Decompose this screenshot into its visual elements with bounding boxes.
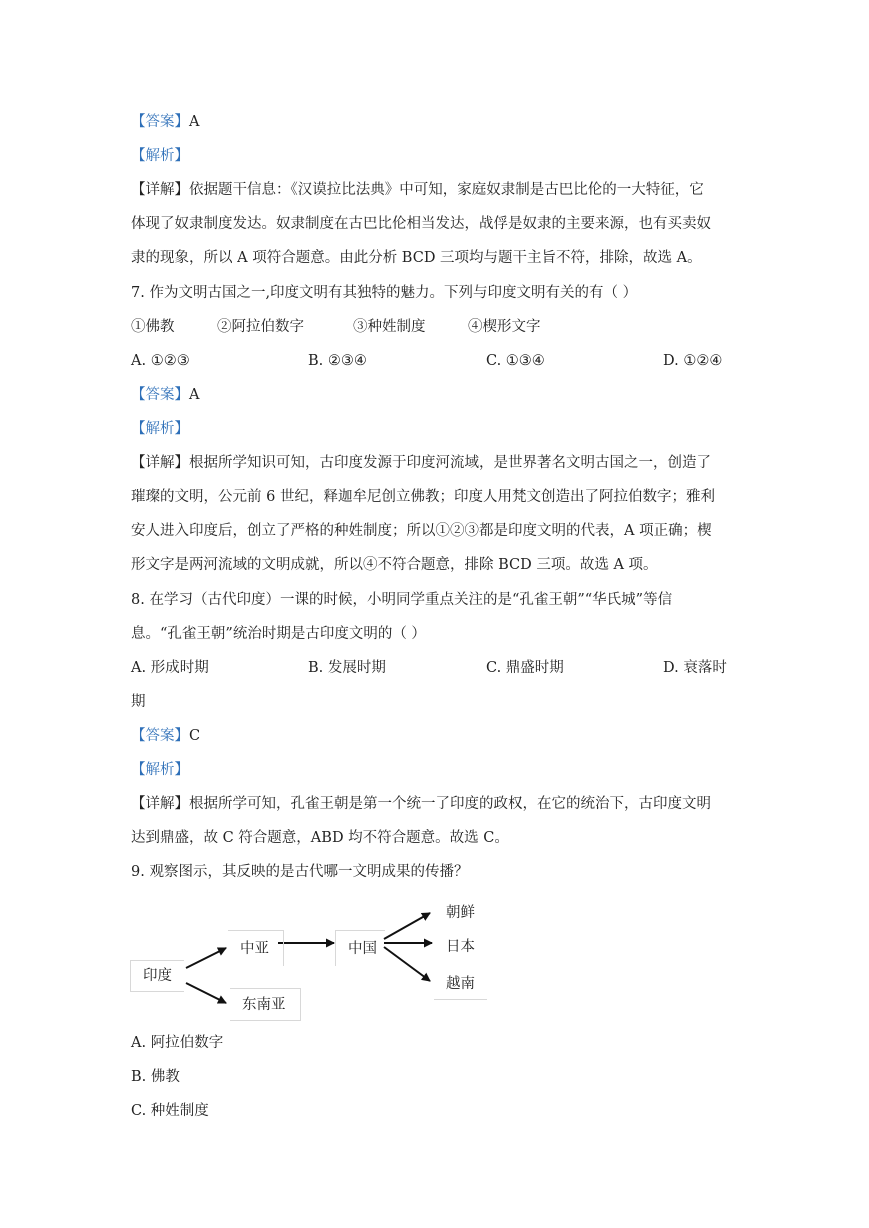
detail-text: 依据题干信息：《汉谟拉比法典》中可知，家庭奴隶制是古巴比伦的一大特征，它 [189, 182, 704, 198]
q7-item-2: ②阿拉伯数字 [217, 319, 304, 335]
q7-stem: 7. 作为文明古国之一,印度文明有其独特的魅力。下列与印度文明有关的有（ ） [131, 285, 638, 301]
q7-detail-line-4: 形文字是两河流域的文明成就，所以④不符合题意，排除 BCD 三项。故选 A 项。 [131, 557, 658, 573]
node-japan: 日本 [446, 939, 475, 955]
node-china: 中国 [335, 930, 385, 966]
answer-tag: 【答案】 [131, 114, 189, 130]
q7-analysis-tag: 【解析】 [131, 421, 189, 437]
q8-detail-line-2: 达到鼎盛，故 C 符合题意，ABD 均不符合题意。故选 C。 [131, 830, 509, 846]
q8-option-a: A. 形成时期 [131, 660, 209, 676]
answer-value: A [189, 114, 200, 130]
q7-item-3: ③种姓制度 [353, 319, 426, 335]
q7-option-b: B. ②③④ [308, 353, 367, 369]
detail-text: 根据所学可知，孔雀王朝是第一个统一了印度的政权，在它的统治下，古印度文明 [189, 796, 711, 812]
arrow-india-to-central-asia [186, 948, 226, 968]
q7-option-a: A. ①②③ [131, 353, 190, 369]
detail-text: 根据所学知识可知，古印度发源于印度河流域，是世界著名文明古国之一，创造了 [189, 455, 711, 471]
arrow-india-to-southeast-asia [186, 983, 226, 1003]
detail-tag: 【详解】 [131, 455, 189, 471]
q7-item-4: ④楔形文字 [468, 319, 541, 335]
answer-value: A [189, 387, 200, 403]
q8-option-c: C. 鼎盛时期 [486, 660, 564, 676]
q8-analysis-tag: 【解析】 [131, 762, 189, 778]
q6-analysis-tag: 【解析】 [131, 148, 189, 164]
q7-answer-line [131, 385, 199, 405]
detail-tag: 【详解】 [131, 796, 189, 812]
arrow-china-to-vietnam [384, 947, 430, 981]
q6-detail-line-1 [131, 180, 704, 200]
q8-answer-line [131, 726, 200, 746]
detail-tag: 【详解】 [131, 182, 189, 198]
q8-option-d: D. 衰落时 [663, 660, 727, 676]
q9-option-b: B. 佛教 [131, 1069, 180, 1085]
q8-stem-line-1: 8. 在学习（古代印度）一课的时候，小明同学重点关注的是“孔雀王朝”“华氏城”等信 [131, 592, 673, 608]
node-central-asia: 中亚 [228, 930, 284, 966]
q9-option-c: C. 种姓制度 [131, 1103, 209, 1119]
answer-tag: 【答案】 [131, 728, 189, 744]
arrow-china-to-korea [384, 913, 430, 939]
q6-detail-line-3: 隶的现象，所以 A 项符合题意。由此分析 BCD 三项均与题干主旨不符，排除，故选 A。 [131, 250, 702, 266]
q7-detail-line-3: 安人进入印度后，创立了严格的种姓制度；所以①②③都是印度文明的代表，A 项正确；楔 [131, 523, 712, 539]
answer-tag: 【答案】 [131, 387, 189, 403]
q7-detail-line-2: 璀璨的文明，公元前 6 世纪，释迦牟尼创立佛教；印度人用梵文创造出了阿拉伯数字；雅利 [131, 489, 715, 505]
q7-option-d: D. ①②④ [663, 353, 723, 369]
q8-option-b: B. 发展时期 [308, 660, 386, 676]
spread-diagram [128, 895, 498, 1025]
q8-option-wrap: 期 [131, 694, 146, 710]
node-vietnam: 越南 [434, 972, 487, 1000]
q8-detail-line-1 [131, 794, 711, 814]
q7-item-1: ①佛教 [131, 319, 175, 335]
node-india: 印度 [130, 960, 184, 992]
q7-option-c: C. ①③④ [486, 353, 545, 369]
node-korea: 朝鲜 [446, 905, 475, 921]
q9-stem: 9. 观察图示，其反映的是古代哪一文明成果的传播？ [131, 864, 469, 880]
q7-detail-line-1 [131, 453, 711, 473]
answer-value: C [189, 728, 201, 744]
q6-detail-line-2: 体现了奴隶制度发达。奴隶制度在古巴比伦相当发达，战俘是奴隶的主要来源，也有买卖奴 [131, 216, 711, 232]
q6-answer-line [131, 112, 199, 132]
q8-stem-line-2: 息。“孔雀王朝”统治时期是古印度文明的（ ） [131, 626, 426, 642]
node-southeast-asia: 东南亚 [230, 988, 301, 1021]
q9-option-a: A. 阿拉伯数字 [131, 1035, 224, 1051]
